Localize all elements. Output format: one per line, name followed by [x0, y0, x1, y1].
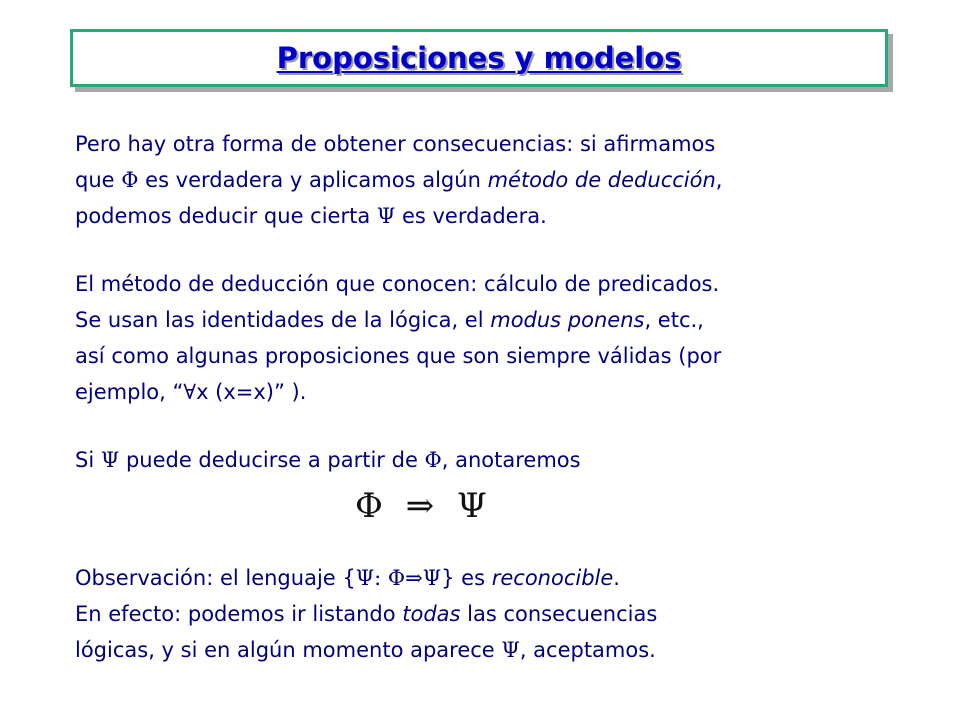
phi-symbol: Φ	[424, 448, 442, 472]
text: Se usan las identidades de la lógica, el	[75, 308, 491, 332]
text: , aceptamos.	[519, 638, 656, 662]
text: , anotaremos	[441, 448, 581, 472]
implication-formula: Φ ⇒ Ψ	[355, 486, 493, 526]
text: las consecuencias	[460, 602, 658, 626]
text: , etc.,	[644, 308, 704, 332]
title-box	[70, 29, 888, 87]
phi-symbol: Φ	[121, 168, 139, 192]
text: así como algunas proposiciones que son siempre válidas (por	[75, 344, 722, 368]
text: podemos deducir que cierta	[75, 204, 377, 228]
text: que	[75, 168, 122, 192]
set-formula: Ψ: Φ⇒Ψ	[355, 566, 442, 590]
text-line	[75, 442, 935, 478]
text: Si	[75, 448, 101, 472]
text: ,	[715, 168, 723, 192]
text: es verdadera y aplicamos algún	[138, 168, 488, 192]
text: es verdadera.	[395, 204, 547, 228]
text-line	[75, 596, 935, 632]
text: Observación: el lenguaje {	[75, 566, 356, 590]
emphasis-text: método de deducción	[487, 168, 716, 192]
text-line	[75, 374, 935, 410]
forall-symbol: ∀	[183, 380, 197, 404]
text-line	[75, 560, 935, 596]
psi-symbol: Ψ	[501, 638, 520, 662]
slide-title: Proposiciones y modelos	[276, 41, 682, 75]
text: ejemplo, “	[75, 380, 184, 404]
paragraph-notation	[75, 442, 935, 478]
text: } es	[441, 566, 492, 590]
paragraph-deduction-method	[75, 266, 935, 410]
text-line	[75, 126, 935, 162]
text: Pero hay otra forma de obtener consecuencias: si afirmamos	[75, 132, 716, 156]
text: En efecto: podemos ir listando	[75, 602, 403, 626]
text: puede deducirse a partir de	[119, 448, 425, 472]
emphasis-text: reconocible	[491, 566, 614, 590]
text: El método de deducción que conocen: cálculo de predicados.	[75, 272, 720, 296]
psi-symbol: Ψ	[100, 448, 120, 472]
text-line	[75, 198, 935, 234]
paragraph-deduction-intro	[75, 126, 935, 234]
text-line	[75, 632, 935, 668]
text: lógicas, y si en algún momento aparece	[75, 638, 502, 662]
text: .	[613, 566, 620, 590]
emphasis-text: modus ponens	[490, 308, 645, 332]
text-line	[75, 302, 935, 338]
psi-symbol: Ψ	[376, 204, 396, 228]
paragraph-observation	[75, 560, 935, 668]
text-line	[75, 162, 935, 198]
emphasis-text: todas	[402, 602, 461, 626]
text-line	[75, 266, 935, 302]
text: x (x=x)” ).	[196, 380, 307, 404]
text-line	[75, 338, 935, 374]
